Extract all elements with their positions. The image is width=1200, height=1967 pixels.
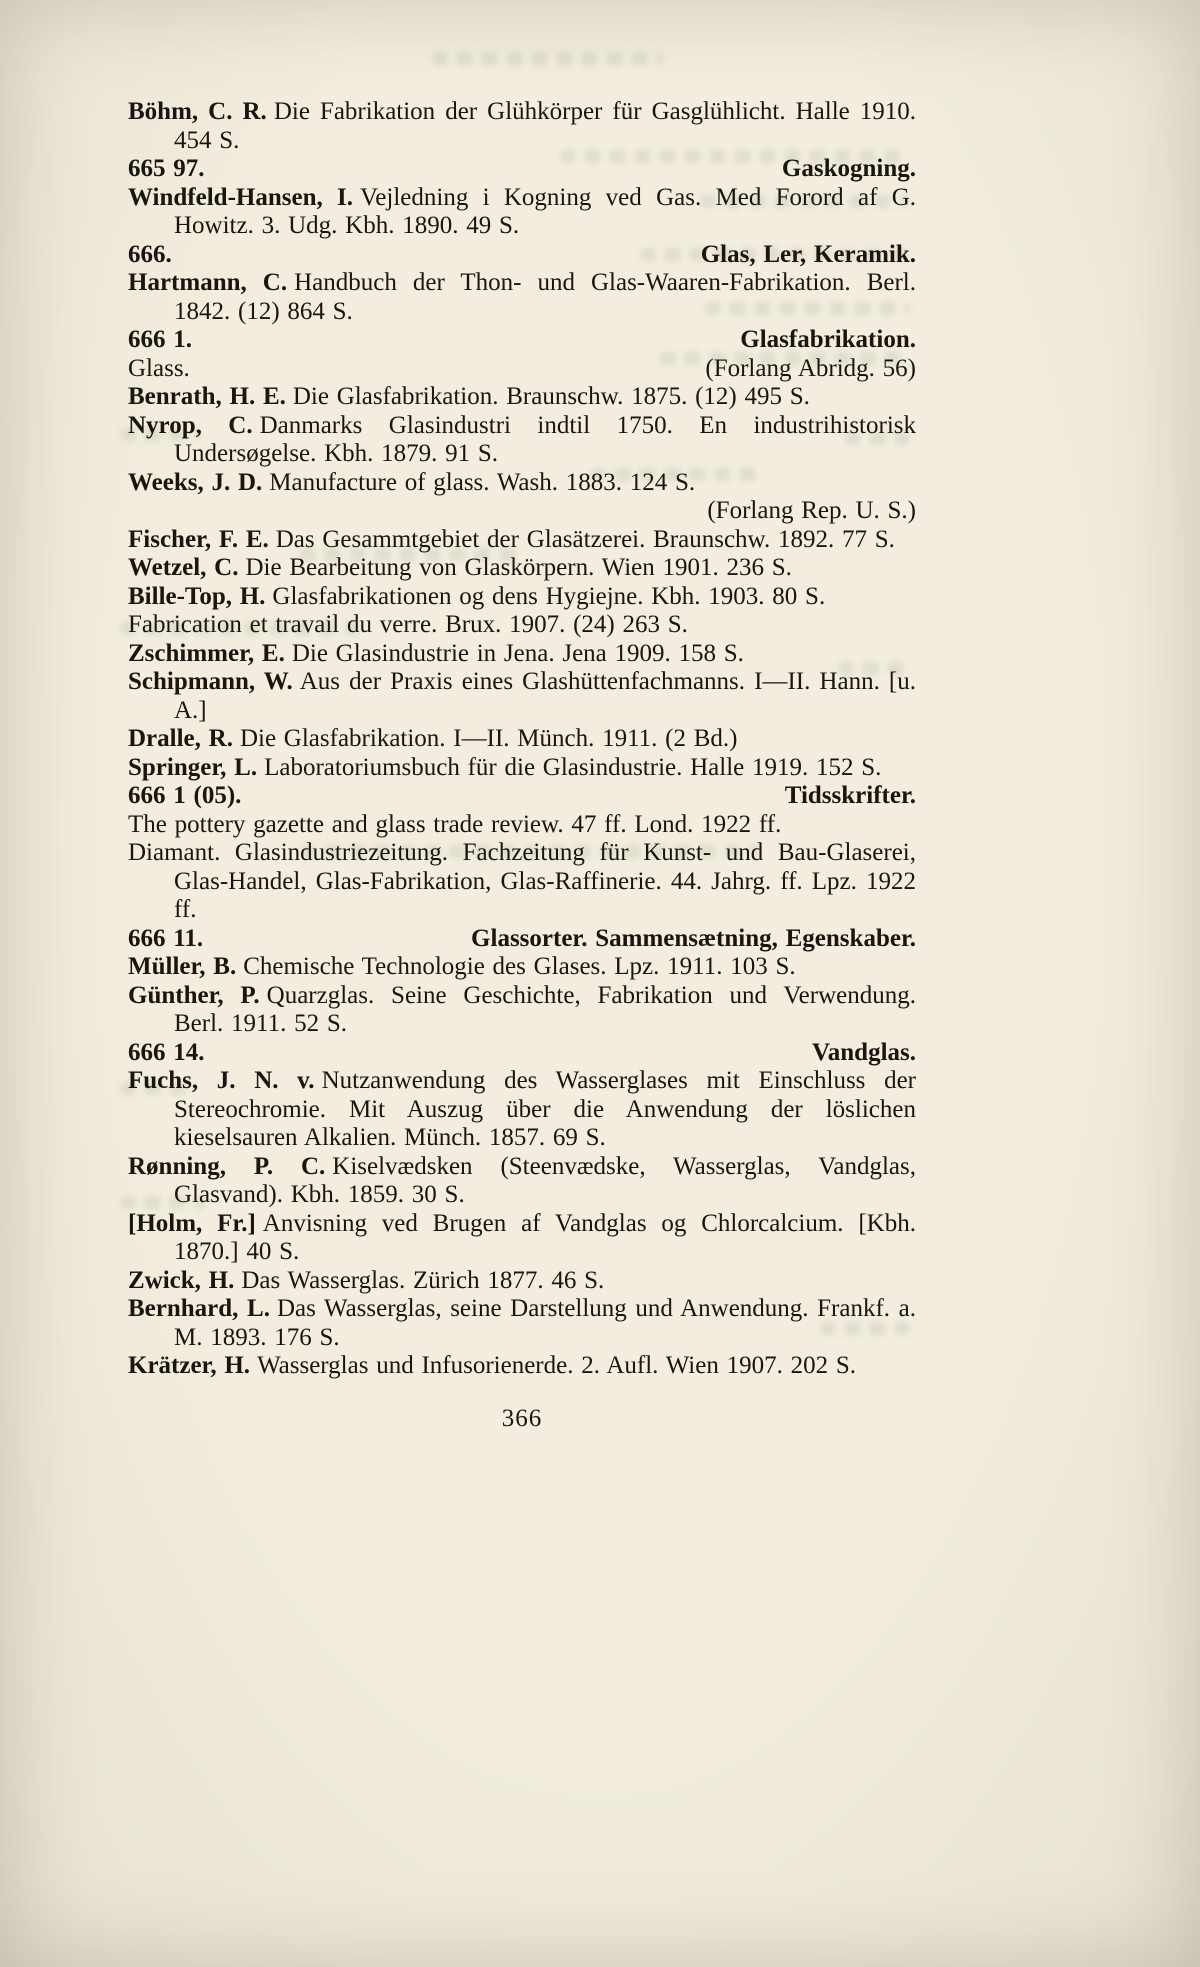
entry-author: Windfeld-Hansen, I. (128, 183, 354, 211)
entry-author: Fuchs, J. N. v. (128, 1067, 315, 1094)
section-code: 666 11. (128, 924, 204, 952)
bibliography-entry: Hartmann, C. Handbuch der Thon- und Glas-Waaren-Fabrikation. Berl. 1842. (12) 864 S. (128, 269, 916, 325)
bibliography-entry: Nyrop, C. Danmarks Glasindustri indtil 1750. En industrihistorisk Undersøgelse. Kbh. 1879. 91 S. (128, 411, 916, 467)
entry-author: Hartmann, C. (128, 269, 288, 296)
bibliography-entry: Fischer, F. E. Das Gesammtgebiet der Glasätzerei. Braunschw. 1892. 77 S. (128, 525, 895, 553)
section-title: Tidsskrifter. (784, 782, 916, 809)
entry-author: Rønning, P. C. (128, 1152, 326, 1180)
entry-author: Springer, L. (128, 753, 258, 781)
section-heading (128, 326, 916, 355)
bibliography-entry: Bernhard, L. Das Wasserglas, seine Darstellung und Anwendung. Frankf. a. M. 1893. 176 S. (128, 1295, 916, 1351)
bibliography-entry: Benrath, H. E. Die Glasfabrikation. Braunschw. 1875. (12) 495 S. (128, 383, 810, 410)
bibliography-entry: Diamant. Glasindustriezeitung. Fachzeitung für Kunst- und Bau-Glaserei, Glas-Handel, Glas-Fabrikation, Glas-Raffinerie. 44. Jahrg. ff. Lpz. 1922 ff. (128, 839, 916, 923)
section-code: 665 97. (128, 155, 205, 182)
section-heading (128, 1039, 916, 1068)
bibliography-entry: Zschimmer, E. Die Glasindustrie in Jena. Jena 1909. 158 S. (128, 639, 744, 667)
bibliography-entry: Rønning, P. C. Kiselvædsken (Steenvædske, Wasserglas, Vandglas, Glasvand). Kbh. 1859. 30 S. (128, 1152, 916, 1208)
entry-author: Benrath, H. E. (128, 383, 286, 410)
entry-source-note: (Forlang Rep. U. S.) (707, 497, 916, 524)
entry-author: Bille-Top, H. (128, 582, 266, 610)
entry-author: [Holm, Fr.] (128, 1209, 256, 1237)
section-code: 666 1 (05). (128, 782, 242, 809)
bibliography-entry: Krätzer, H. Wasserglas und Infusorienerde. 2. Aufl. Wien 1907. 202 S. (128, 1352, 857, 1379)
bleedthrough-smudge (432, 52, 664, 65)
bibliography-entry: Böhm, C. R. Die Fabrikation der Glühkörper für Gasglühlicht. Halle 1910. 454 S. (128, 98, 917, 154)
section-title: Glassorter. Sammensætning, Egenskaber. (471, 924, 916, 952)
section-code: 666 14. (128, 1038, 205, 1066)
entry-author: Weeks, J. D. (128, 468, 263, 496)
section-title: Gaskogning. (781, 155, 916, 182)
section-heading (128, 155, 916, 184)
entry-author: Günther, P. (128, 981, 260, 1009)
bibliography-entry: Dralle, R. Die Glasfabrikation. I—II. Münch. 1911. (2 Bd.) (128, 725, 738, 752)
page-number: 366 (501, 1404, 543, 1432)
entry-author: Böhm, C. R. (128, 98, 267, 125)
entry-author: Zwick, H. (128, 1266, 235, 1294)
bibliography-entry: Günther, P. Quarzglas. Seine Geschichte, Fabrikation und Verwendung. Berl. 1911. 52 S. (128, 981, 916, 1037)
section-code: 666. (128, 240, 172, 268)
entry-split (128, 355, 916, 384)
section-title: Glas, Ler, Keramik. (700, 240, 916, 268)
bibliography-entry: Bille-Top, H. Glasfabrikationen og dens Hygiejne. Kbh. 1903. 80 S. (128, 582, 826, 610)
entry-author: Wetzel, C. (128, 554, 239, 581)
entry-author: Bernhard, L. (128, 1295, 270, 1322)
bibliography-entry: Zwick, H. Das Wasserglas. Zürich 1877. 46 S. (128, 1266, 605, 1294)
entry-author: Nyrop, C. (128, 411, 253, 439)
bibliography-entry: Wetzel, C. Die Bearbeitung von Glaskörpern. Wien 1901. 236 S. (128, 554, 792, 581)
bibliography-entry: Fabrication et travail du verre. Brux. 1907. (24) 263 S. (128, 611, 688, 638)
bibliography-entry: Schipmann, W. Aus der Praxis eines Glashüttenfachmanns. I—II. Hann. [u. A.] (128, 668, 917, 724)
section-code: 666 1. (128, 326, 192, 353)
section-title: Vandglas. (812, 1038, 916, 1066)
section-title: Glasfabrikation. (740, 326, 916, 353)
bibliography-entry: The pottery gazette and glass trade review. 47 ff. Lond. 1922 ff. (128, 810, 782, 838)
bibliography-entry: [Holm, Fr.] Anvisning ved Brugen af Vandglas og Chlorcalcium. [Kbh. 1870.] 40 S. (128, 1209, 916, 1265)
section-heading (128, 241, 916, 270)
bibliography-entry: Müller, B. Chemische Technologie des Glases. Lpz. 1911. 103 S. (128, 953, 796, 980)
entry-author: Fischer, F. E. (128, 525, 269, 553)
entry-author: Dralle, R. (128, 725, 233, 752)
entry-author: Müller, B. (128, 953, 237, 980)
bibliography-entry: Fuchs, J. N. v. Nutzanwendung des Wasserglases mit Einschluss der Stereochromie. Mit Auszug über die Anwendung der löslichen kieselsauren Alkalien. Münch. 1857. 69 S. (128, 1067, 916, 1151)
entry-source-note: (Forlang Abridg. 56) (705, 354, 916, 382)
entry-author: Zschimmer, E. (128, 639, 285, 667)
section-heading (128, 925, 916, 954)
section-heading (128, 782, 916, 811)
entry-text: Glass. (128, 354, 190, 382)
bibliography-list (128, 98, 916, 1381)
text-block (128, 98, 916, 1433)
bibliography-entry: Springer, L. Laboratoriumsbuch für die Glasindustrie. Halle 1919. 152 S. (128, 753, 882, 781)
entry-author: Krätzer, H. (128, 1352, 251, 1379)
bibliography-entry: Weeks, J. D. Manufacture of glass. Wash. 1883. 124 S. (128, 468, 696, 496)
entry-author: Schipmann, W. (128, 668, 293, 695)
bibliography-entry: Windfeld-Hansen, I. Vejledning i Kogning ved Gas. Med Forord af G. Howitz. 3. Udg. Kbh. 1890. 49 S. (128, 183, 916, 239)
